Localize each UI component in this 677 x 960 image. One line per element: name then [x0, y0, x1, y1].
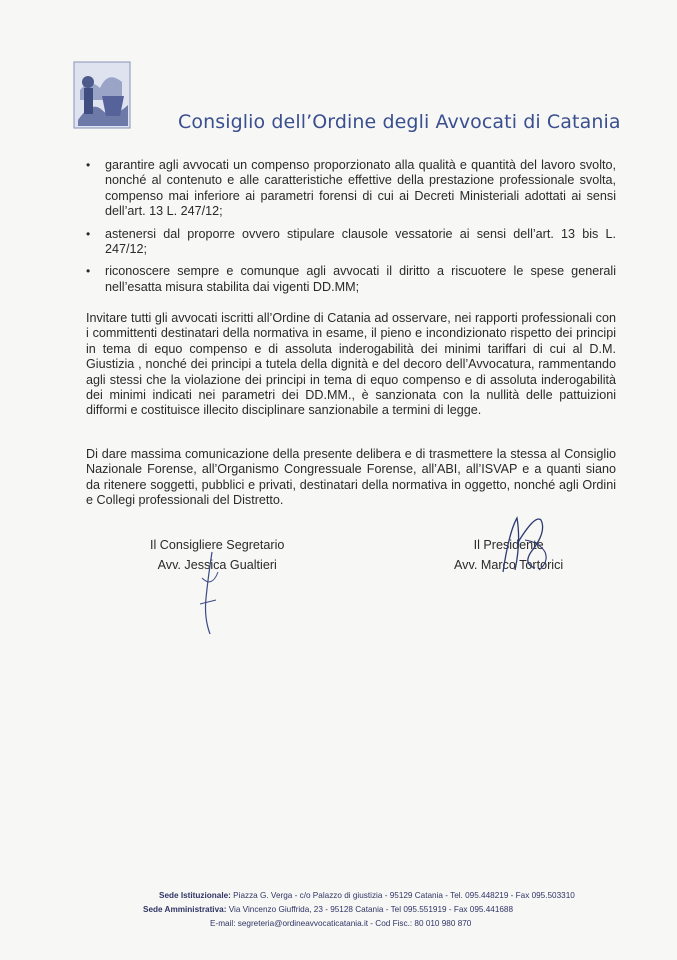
- bullet-dot-icon: •: [86, 226, 91, 241]
- president-handwritten-signature: [495, 512, 555, 577]
- footer-text: Piazza G. Verga - c/o Palazzo di giustizia - 95129 Catania - Tel. 095.448219 - Fax 095.503310: [230, 891, 575, 900]
- organization-title: Consiglio dell’Ordine degli Avvocati di Catania: [178, 111, 621, 133]
- footer-text: E-mail: segreteria@ordineavvocaticatania.it - Cod Fisc.: 80 010 980 870: [210, 919, 472, 928]
- bullet-item: [86, 158, 616, 220]
- bullet-text: riconoscere sempre e comunque agli avvocati il diritto a riscuotere le spese generali nell’esatta misura stabilita dai vigenti DD.MM;: [105, 264, 616, 294]
- bullet-text: astenersi dal proporre ovvero stipulare clausole vessatorie ai sensi dell’art. 13 bis L. 247/12;: [105, 226, 616, 257]
- bullet-text: garantire agli avvocati un compenso proporzionato alla qualità e quantità del lavoro svolto, nonché al contenuto e alle caratteristiche effettive della prestazione professionale svolta, compenso mai inferiore ai parametri forensi di cui ai Decreti Ministeriali adottati ai sensi dell’art. 13 L. 247/12;: [105, 158, 616, 219]
- bullet-item: [86, 227, 616, 258]
- paragraph-communication: Di dare massima comunicazione della presente delibera e di trasmettere la stessa al Consiglio Nazionale Forense, all’Organismo Congressuale Forense, all’ABI, all’ISVAP e a quanti siano da ritenere soggetti, pubblici e privati, destinatari della normativa in oggetto, nonché agli Ordini e Collegi professionali del Distretto.: [86, 447, 616, 508]
- president-name: Avv. Marco Tortorici: [454, 558, 564, 572]
- president-role: Il Presidente: [473, 538, 544, 552]
- secretary-handwritten-signature: [182, 548, 242, 638]
- paragraph-invitation: Invitare tutti gli avvocati iscritti all’Ordine di Catania ad osservare, nei rapporti professionali con i committenti destinatari della normativa in esame, il pieno e incondizionato rispetto dei principi in tema di equo compenso e di assoluta inderogabilità dei minimi tariffari di cui al D.M. Giustizia , nonché dei principi a tutela della dignità e del decoro dell’Avvocatura, rammentando agli stessi che la violazione dei principi in tema di equo compenso e di assoluta inderogabilità dei minimi indicati nei parametri dei DD.MM., è sanzionata con la nullità delle pattuizioni difformi e costituisce illecito disciplinare sanzionabile a termini di legge.: [86, 311, 616, 418]
- bullet-dot-icon: •: [86, 264, 91, 279]
- footer-line-contacts: [210, 917, 471, 931]
- coat-of-arms-logo: [72, 60, 132, 130]
- secretary-name: Avv. Jessica Gualtieri: [157, 558, 277, 572]
- bullet-item: [86, 264, 616, 295]
- bullet-list: [86, 158, 616, 302]
- footer-line-institutional: [159, 889, 575, 903]
- footer-text: Via Vincenzo Giuffrida, 23 - 95128 Catania - Tel 095.551919 - Fax 095.441688: [226, 905, 514, 914]
- footer-line-administrative: [143, 903, 513, 917]
- bullet-dot-icon: •: [86, 158, 91, 172]
- secretary-role: Il Consigliere Segretario: [150, 538, 285, 552]
- footer-label: Sede Amministrativa:: [143, 905, 227, 914]
- footer-label: Sede Istituzionale:: [159, 891, 231, 900]
